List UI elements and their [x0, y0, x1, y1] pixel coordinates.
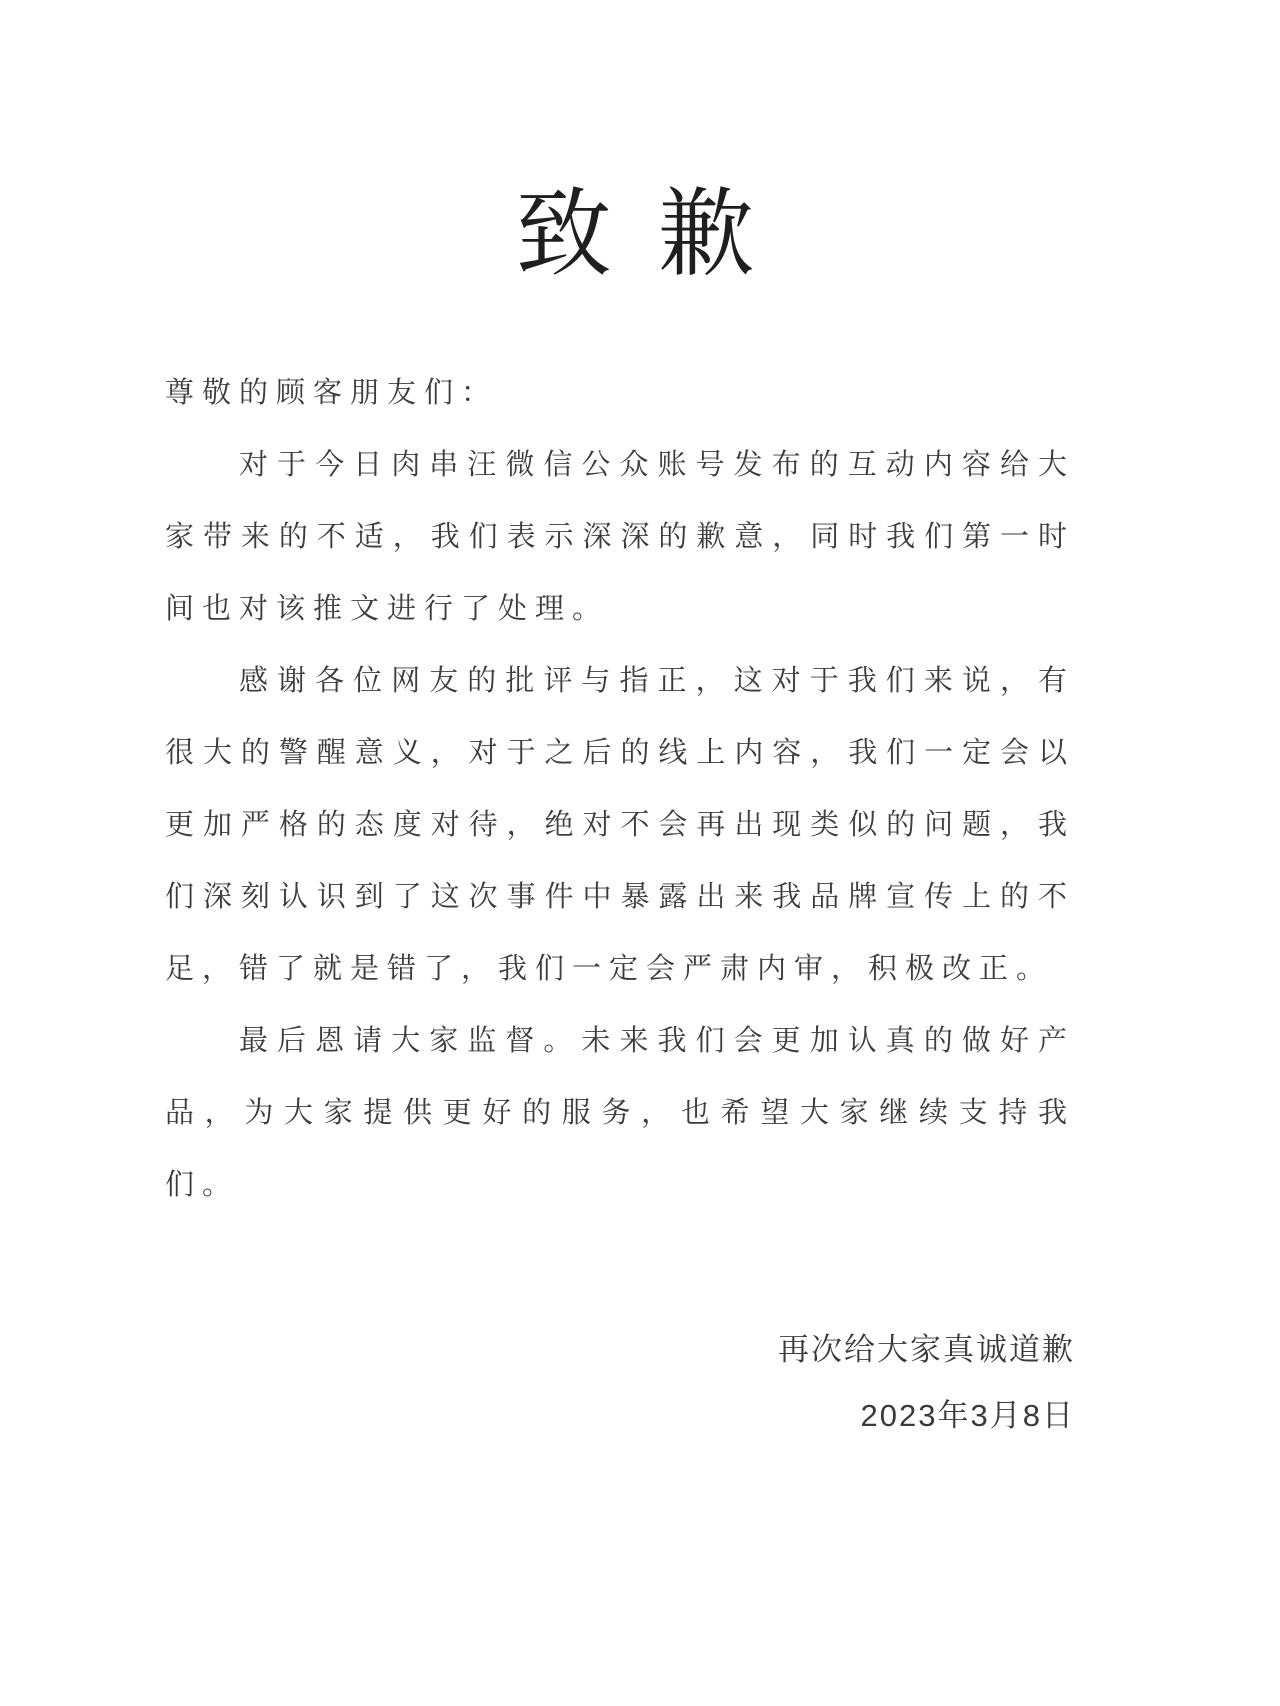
page-title: 致 歉: [515, 181, 765, 288]
paragraph-reflection: 感谢各位网友的批评与指正，这对于我们来说，有很大的警醒意义，对于之后的线上内容，我们一定会以更加严格的态度对待，绝对不会再出现类似的问题，我们深刻认识到了这次事件中暴露出来我品牌宣传上的不足，错了就是错了，我们一定会严肃内审，积极改正。: [165, 665, 1075, 985]
paragraph-commitment: 最后恩请大家监督。未来我们会更加认真的做好产品，为大家提供更好的服务，也希望大家继续支持我们。: [165, 1025, 1075, 1201]
paragraph-apology: 对于今日肉串汪微信公众账号发布的互动内容给大家带来的不适，我们表示深深的歉意，同时我们第一时间也对该推文进行了处理。: [165, 449, 1075, 625]
salutation: 尊敬的顾客朋友们：: [165, 377, 499, 409]
letter-body: [165, 357, 1075, 1221]
signoff-text: 再次给大家真诚道歉: [778, 1332, 1075, 1367]
signoff-date: 2023年3月8日: [860, 1398, 1075, 1433]
signoff-block: [165, 1317, 1075, 1449]
